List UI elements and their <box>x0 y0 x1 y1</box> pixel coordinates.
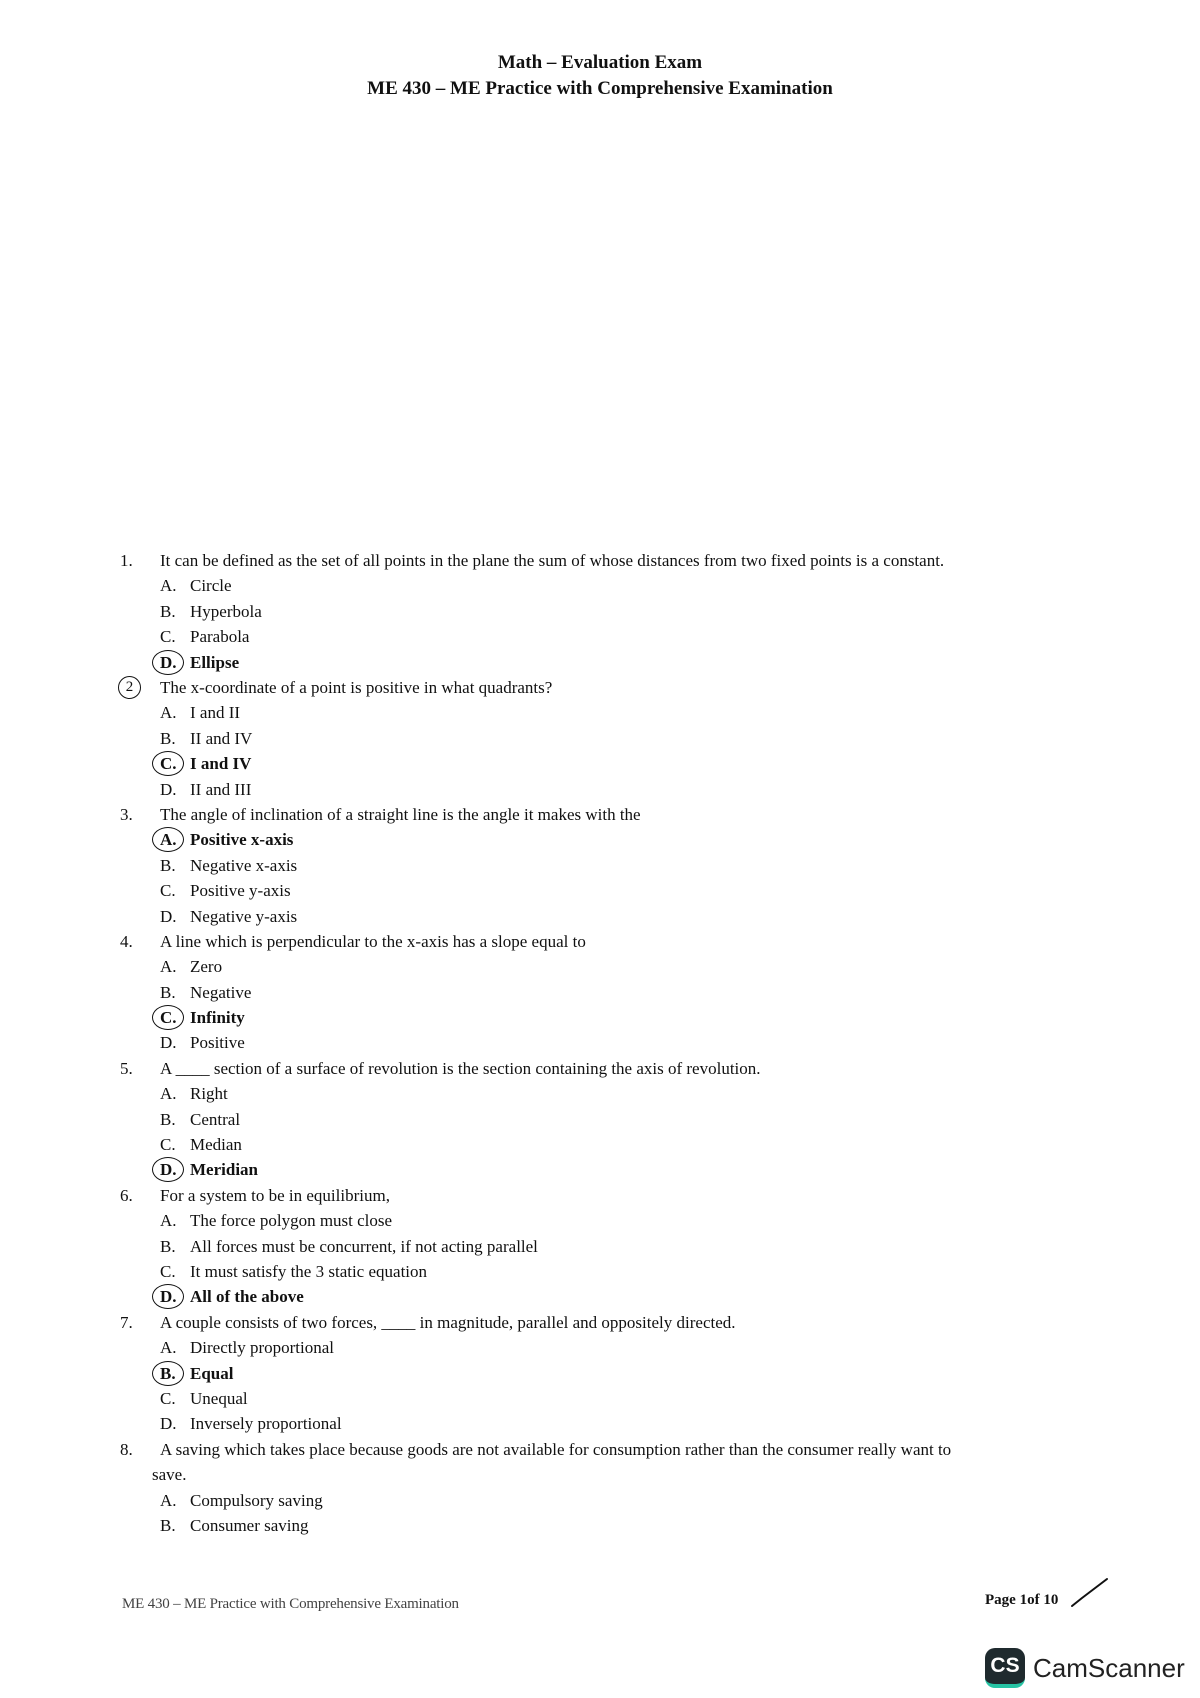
option-letter: A. <box>160 827 188 852</box>
option-text: Positive <box>190 1033 245 1053</box>
question <box>120 1437 1080 1539</box>
option-list <box>120 1208 1080 1310</box>
answer-option <box>120 1259 1080 1284</box>
option-text: I and II <box>190 703 241 723</box>
option-letter: D. <box>160 906 177 926</box>
option-letter: D. <box>160 650 188 675</box>
question-stem <box>120 1310 1080 1335</box>
option-letter: D. <box>160 1284 188 1309</box>
option-text: Circle <box>190 576 232 596</box>
question-text: For a system to be in equilibrium, <box>160 1185 390 1205</box>
option-list <box>120 1335 1080 1437</box>
option-text: II and III <box>190 779 252 799</box>
answer-option <box>120 1132 1080 1157</box>
answer-option <box>120 1488 1080 1513</box>
option-text: All forces must be concurrent, if not acting parallel <box>190 1236 538 1256</box>
question-text: It can be defined as the set of all points in the plane the sum of whose distances from two fixed points is a constant. <box>160 551 945 570</box>
answer-option <box>120 777 1080 802</box>
option-text: II and IV <box>190 728 253 748</box>
answer-option-selected <box>120 1005 1080 1030</box>
option-letter: A. <box>160 1338 177 1358</box>
question <box>120 1183 1080 1310</box>
question-number: 5. <box>120 1058 133 1078</box>
question <box>120 1056 1080 1183</box>
answer-option <box>120 726 1080 751</box>
option-text: Inversely proportional <box>190 1414 342 1434</box>
option-text: The force polygon must close <box>190 1211 393 1231</box>
option-letter: B. <box>160 1109 176 1129</box>
option-letter: D. <box>160 1157 188 1182</box>
exam-header <box>0 50 1200 102</box>
option-text: Median <box>190 1135 242 1155</box>
option-letter: C. <box>160 881 176 901</box>
answer-option <box>120 573 1080 598</box>
option-text: Meridian <box>190 1160 258 1180</box>
option-text: It must satisfy the 3 static equation <box>190 1262 428 1282</box>
question-text: The x-coordinate of a point is positive in what quadrants? <box>160 677 553 697</box>
option-text: All of the above <box>190 1287 304 1307</box>
answer-option-selected <box>120 1361 1080 1386</box>
option-text: I and IV <box>190 754 252 774</box>
option-letter: B. <box>160 728 176 748</box>
option-letter: C. <box>160 1005 188 1030</box>
answer-option-selected <box>120 650 1080 675</box>
option-letter: B. <box>160 855 176 875</box>
option-text: Zero <box>190 957 223 977</box>
option-text: Directly proportional <box>190 1338 334 1358</box>
question <box>120 548 1080 675</box>
option-list <box>120 1081 1080 1183</box>
answer-option <box>120 954 1080 979</box>
option-letter: D. <box>160 1414 177 1434</box>
option-text: Right <box>190 1084 228 1104</box>
option-list <box>120 954 1080 1056</box>
question-stem <box>120 802 1080 827</box>
question-number: 3. <box>120 804 133 824</box>
option-letter: C. <box>160 1262 176 1282</box>
option-letter: D. <box>160 1033 177 1053</box>
option-letter: C. <box>160 627 176 647</box>
question-number: 2 <box>118 676 141 699</box>
option-letter: A. <box>160 1211 177 1231</box>
answer-option <box>120 980 1080 1005</box>
answer-option <box>120 1335 1080 1360</box>
camscanner-name: CamScanner <box>1033 1652 1185 1683</box>
option-text: Infinity <box>190 1008 245 1028</box>
option-letter: C. <box>160 1389 176 1408</box>
option-letter: A. <box>160 576 177 596</box>
answer-option <box>120 599 1080 624</box>
question-stem <box>120 548 1080 573</box>
option-text: Compulsory saving <box>190 1490 323 1510</box>
option-text: Equal <box>190 1363 234 1383</box>
option-letter: B. <box>160 1515 176 1535</box>
question-text-continued: save. <box>152 1465 187 1485</box>
answer-option <box>120 1386 1080 1411</box>
question <box>120 675 1080 802</box>
footer-course: ME 430 – ME Practice with Comprehensive Examination <box>122 1596 459 1612</box>
option-letter: A. <box>160 703 177 723</box>
option-letter: C. <box>160 751 188 776</box>
question <box>120 802 1080 929</box>
answer-option <box>120 878 1080 903</box>
question-stem <box>120 929 1080 954</box>
option-letter: C. <box>160 1135 176 1155</box>
exam-title: Math – Evaluation Exam <box>497 52 703 73</box>
question-stem <box>120 1437 1080 1462</box>
question-number: 6. <box>120 1185 133 1205</box>
option-list <box>120 827 1080 929</box>
option-text: Negative y-axis <box>190 906 298 926</box>
answer-option <box>120 1208 1080 1233</box>
question-text: A line which is perpendicular to the x-axis has a slope equal to <box>160 931 586 951</box>
question-stem <box>120 1056 1080 1081</box>
answer-option-selected <box>120 1284 1080 1309</box>
option-letter: B. <box>160 1361 188 1386</box>
question-number: 4. <box>120 931 133 951</box>
option-text: Hyperbola <box>190 601 262 621</box>
option-list <box>120 573 1080 675</box>
answer-option <box>120 904 1080 929</box>
option-letter: A. <box>160 957 177 977</box>
option-text: Central <box>190 1109 241 1129</box>
question-text: A ____ section of a surface of revolution is the section containing the axis of revolution. <box>160 1058 761 1078</box>
option-text: Positive y-axis <box>190 881 291 901</box>
option-list <box>120 700 1080 802</box>
question <box>120 1310 1080 1437</box>
question-stem <box>120 675 1080 700</box>
option-text: Unequal <box>190 1389 248 1408</box>
answer-option-selected <box>120 1157 1080 1182</box>
option-list <box>120 1488 1080 1539</box>
option-text: Negative <box>190 982 252 1002</box>
option-text: Parabola <box>190 627 250 647</box>
answer-option <box>120 1030 1080 1055</box>
question-text: The angle of inclination of a straight line is the angle it makes with the <box>160 804 641 824</box>
answer-option <box>120 1081 1080 1106</box>
camscanner-watermark <box>985 1648 1185 1688</box>
option-letter: A. <box>160 1490 177 1510</box>
option-text: Consumer saving <box>190 1515 309 1535</box>
question-number: 7. <box>120 1312 133 1332</box>
answer-option-selected <box>120 751 1080 776</box>
option-letter: A. <box>160 1084 177 1104</box>
option-text: Negative x-axis <box>190 855 298 875</box>
option-letter: B. <box>160 1236 176 1256</box>
question-number: 1. <box>120 551 133 570</box>
option-letter: B. <box>160 982 176 1002</box>
option-text: Positive x-axis <box>190 830 294 850</box>
answer-option <box>120 700 1080 725</box>
answer-option <box>120 853 1080 878</box>
answer-option <box>120 624 1080 649</box>
question-list <box>120 548 1080 1538</box>
answer-option <box>120 1234 1080 1259</box>
option-letter: B. <box>160 601 176 621</box>
page-number: Page 1of 10 <box>985 1592 1059 1608</box>
question-text: A couple consists of two forces, ____ in magnitude, parallel and oppositely directed. <box>160 1312 736 1332</box>
question-stem <box>120 1183 1080 1208</box>
check-mark-icon <box>1070 1576 1110 1610</box>
option-text: Ellipse <box>190 652 240 672</box>
option-letter: D. <box>160 779 177 799</box>
answer-option <box>120 1411 1080 1436</box>
answer-option-selected <box>120 827 1080 852</box>
camscanner-logo-icon: CS <box>985 1648 1025 1688</box>
course-title: ME 430 – ME Practice with Comprehensive Examination <box>367 78 833 99</box>
question-text: A saving which takes place because goods are not available for consumption rather than the consumer really want to <box>160 1439 952 1459</box>
answer-option <box>120 1513 1080 1538</box>
answer-option <box>120 1107 1080 1132</box>
question-number: 8. <box>120 1439 133 1459</box>
question <box>120 929 1080 1056</box>
